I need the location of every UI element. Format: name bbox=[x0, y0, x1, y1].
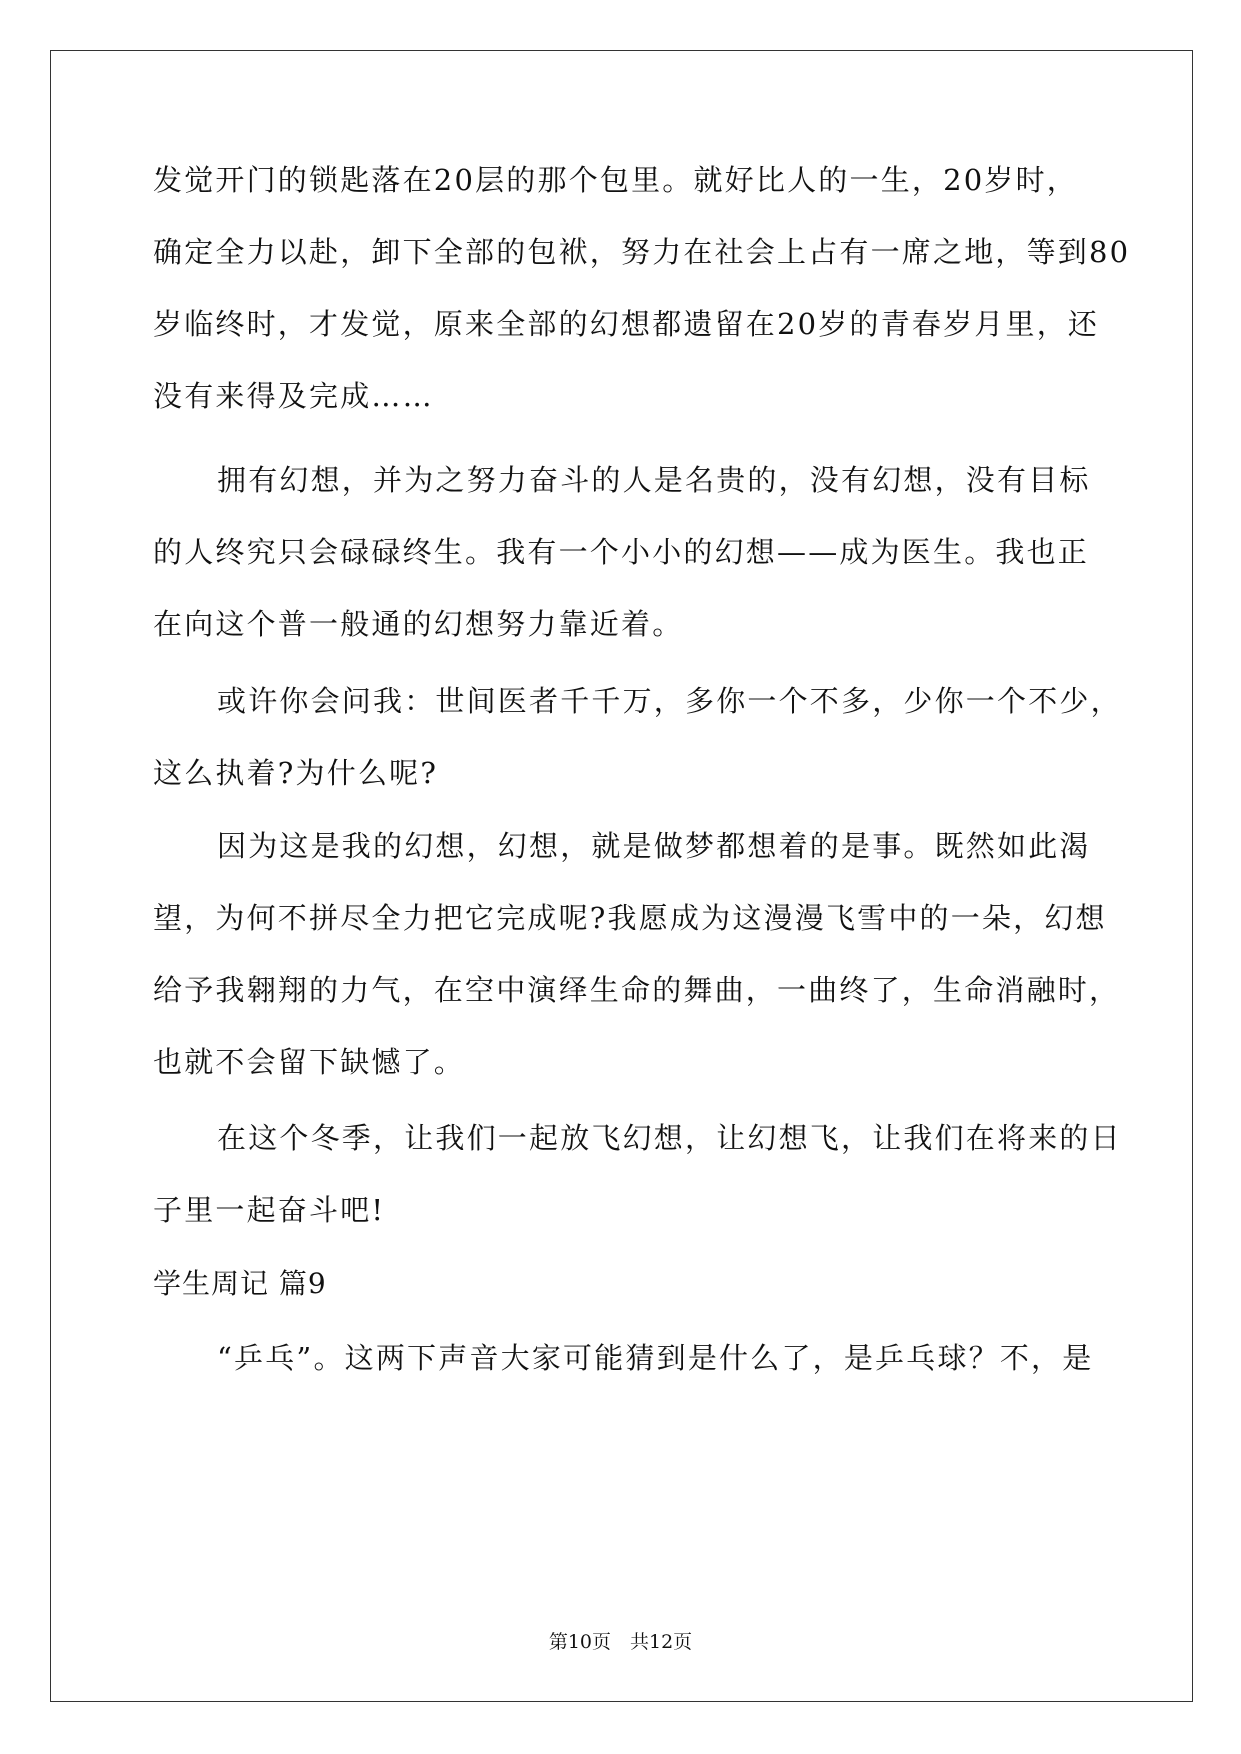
text-line: 给予我翱翔的力气，在空中演绎生命的舞曲，一曲终了，生命消融时， bbox=[153, 973, 1121, 1007]
paragraph-start-line: 或许你会问我：世间医者千千万，多你一个不多，少你一个不少， bbox=[217, 684, 1122, 718]
text-line: 发觉开门的锁匙落在20层的那个包里。就好比人的一生，20岁时， bbox=[153, 163, 1079, 197]
page-border bbox=[50, 50, 1193, 1702]
paragraph-start-line: 因为这是我的幻想，幻想，就是做梦都想着的是事。既然如此渴 bbox=[217, 829, 1091, 863]
paragraph-start-line: 在这个冬季，让我们一起放飞幻想，让幻想飞，让我们在将来的日 bbox=[217, 1121, 1122, 1155]
section-heading: 学生周记 篇9 bbox=[153, 1267, 327, 1300]
text-line: 在向这个普一般通的幻想努力靠近着。 bbox=[153, 607, 684, 641]
text-line: 没有来得及完成…… bbox=[153, 379, 434, 413]
page-number-footer: 第10页 共12页 bbox=[548, 1631, 693, 1653]
text-line: 也就不会留下缺憾了。 bbox=[153, 1045, 466, 1079]
paragraph-start-line: “乒乓”。这两下声音大家可能猜到是什么了，是乒乓球？不，是 bbox=[217, 1341, 1094, 1375]
paragraph-start-line: 拥有幻想，并为之努力奋斗的人是名贵的，没有幻想，没有目标 bbox=[217, 463, 1091, 497]
text-line: 这么执着?为什么呢? bbox=[153, 756, 439, 790]
text-line: 的人终究只会碌碌终生。我有一个小小的幻想——成为医生。我也正 bbox=[153, 535, 1090, 569]
text-line: 岁临终时，才发觉，原来全部的幻想都遗留在20岁的青春岁月里，还 bbox=[153, 307, 1100, 341]
text-line: 确定全力以赴，卸下全部的包袱，努力在社会上占有一席之地，等到80 bbox=[153, 235, 1131, 269]
text-line: 子里一起奋斗吧! bbox=[153, 1193, 386, 1227]
text-line: 望，为何不拼尽全力把它完成呢?我愿成为这漫漫飞雪中的一朵，幻想 bbox=[153, 901, 1107, 935]
